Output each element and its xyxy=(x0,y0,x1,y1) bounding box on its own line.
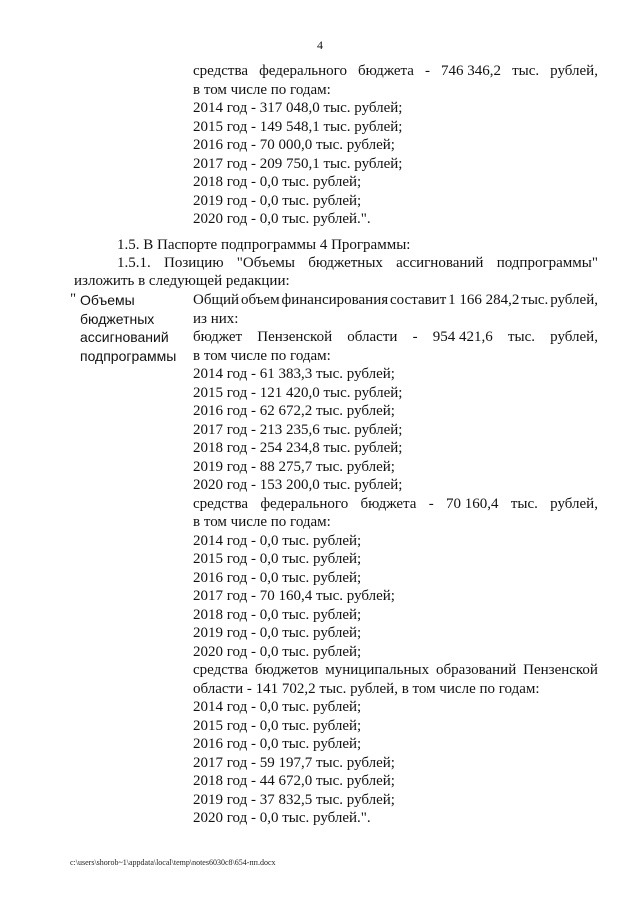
word: средства xyxy=(193,63,249,79)
year-line: 2020 год - 0,0 тыс. рублей.". xyxy=(193,211,371,227)
word: - xyxy=(424,63,430,79)
year-line: 2017 год - 213 235,6 тыс. рублей; xyxy=(193,421,403,438)
year-line: 2019 год - 0,0 тыс. рублей; xyxy=(193,625,362,641)
word: рублей, xyxy=(550,63,598,79)
word: Пензенской xyxy=(257,329,333,345)
opening-quote: " xyxy=(70,291,77,307)
word: федерального xyxy=(259,63,347,79)
year-line: 2014 год - 61 383,3 тыс. рублей; xyxy=(193,366,395,382)
page-number: 4 xyxy=(317,38,323,52)
year-line: 2019 год - 0,0 тыс. рублей; xyxy=(193,192,362,209)
word: бюджетов xyxy=(254,662,319,678)
year-line: 2015 год - 0,0 тыс. рублей; xyxy=(193,551,362,567)
total-cont: из них: xyxy=(193,310,239,327)
word: объем xyxy=(240,292,280,308)
word: 1.5.1. xyxy=(117,255,151,271)
word: тыс. xyxy=(512,63,540,79)
word: 1 166 284,2 xyxy=(448,292,520,308)
word: подпрограммы" xyxy=(496,255,598,271)
year-line: 2019 год - 88 275,7 тыс. рублей; xyxy=(193,458,395,475)
word: бюджетных xyxy=(308,255,383,271)
year-line: 2016 год - 0,0 тыс. рублей; xyxy=(193,569,362,586)
year-line: 2015 год - 0,0 тыс. рублей; xyxy=(193,717,362,734)
year-line: 2016 год - 62 672,2 тыс. рублей; xyxy=(193,403,395,419)
year-line: 2018 год - 44 672,0 тыс. рублей; xyxy=(193,773,395,789)
top-federal-head xyxy=(193,62,598,81)
word: составит xyxy=(390,292,447,308)
word: тыс. xyxy=(507,329,535,345)
word: федерального xyxy=(260,495,349,512)
year-line: 2020 год - 0,0 тыс. рублей.". xyxy=(193,810,371,826)
word: "Объемы xyxy=(236,255,295,271)
word: рублей, xyxy=(550,329,598,345)
word: - xyxy=(412,329,418,345)
label-line: бюджетных xyxy=(80,310,155,327)
word: Позицию xyxy=(163,255,224,271)
total-line xyxy=(193,291,598,310)
by-years-line: в том числе по годам: xyxy=(193,514,331,530)
position-label xyxy=(80,291,190,365)
word: 954 421,6 xyxy=(432,329,493,345)
word: средства xyxy=(193,662,249,678)
year-line: 2020 год - 153 200,0 тыс. рублей; xyxy=(193,477,403,493)
year-line: 2016 год - 70 000,0 тыс. рублей; xyxy=(193,137,395,153)
municipal-line xyxy=(193,661,598,680)
word: бюджета xyxy=(360,495,417,512)
section-1-5-1-cont: изложить в следующей редакции: xyxy=(74,273,290,289)
year-line: 2015 год - 121 420,0 тыс. рублей; xyxy=(193,384,403,401)
word: бюджет xyxy=(193,329,243,345)
word: муниципальных xyxy=(325,662,430,678)
year-line: 2017 год - 209 750,1 тыс. рублей; xyxy=(193,155,403,172)
word: 70 160,4 xyxy=(446,495,499,512)
word: тыс. xyxy=(521,292,549,308)
word: рублей, xyxy=(550,292,598,308)
year-line: 2015 год - 149 548,1 тыс. рублей; xyxy=(193,118,403,135)
word: тыс. xyxy=(510,495,538,512)
word: финансирования xyxy=(281,292,389,308)
municipal-cont: области - 141 702,2 тыс. рублей, в том числе по годам: xyxy=(193,680,540,697)
section-1-5-1 xyxy=(117,254,598,273)
year-line: 2020 год - 0,0 тыс. рублей; xyxy=(193,643,362,660)
year-line: 2018 год - 0,0 тыс. рублей; xyxy=(193,174,362,190)
word: 746 346,2 xyxy=(441,63,502,79)
year-line: 2014 год - 0,0 тыс. рублей; xyxy=(193,532,362,549)
year-line: 2018 год - 254 234,8 тыс. рублей; xyxy=(193,440,403,456)
word: Общий xyxy=(193,292,240,308)
year-line: 2017 год - 70 160,4 тыс. рублей; xyxy=(193,588,395,604)
regional-line xyxy=(193,328,598,347)
word: образований xyxy=(435,662,517,678)
file-path-footer: c:\users\shorob~1\appdata\local\temp\notes6030c8\654-пп.docx xyxy=(70,858,276,867)
word: средства xyxy=(193,495,249,512)
word: бюджета xyxy=(358,63,414,79)
by-years-line: в том числе по годам: xyxy=(193,81,331,98)
label-line: Объемы xyxy=(80,292,135,308)
word: Пензенской xyxy=(523,662,598,678)
section-1-5: 1.5. В Паспорте подпрограммы 4 Программы: xyxy=(117,237,411,253)
year-line: 2014 год - 317 048,0 тыс. рублей; xyxy=(193,100,403,116)
word: рублей, xyxy=(550,495,598,512)
label-line: ассигнований xyxy=(80,329,169,345)
word: ассигнований xyxy=(396,255,484,271)
label-line: подпрограммы xyxy=(80,347,177,364)
year-line: 2014 год - 0,0 тыс. рублей; xyxy=(193,699,362,715)
by-years-line: в том числе по годам: xyxy=(193,347,331,364)
word: области xyxy=(347,329,398,345)
financing-block xyxy=(193,291,598,828)
year-line: 2018 год - 0,0 тыс. рублей; xyxy=(193,606,362,623)
year-line: 2019 год - 37 832,5 тыс. рублей; xyxy=(193,791,395,808)
top-federal-block xyxy=(193,62,598,229)
year-line: 2016 год - 0,0 тыс. рублей; xyxy=(193,736,362,752)
year-line: 2017 год - 59 197,7 тыс. рублей; xyxy=(193,754,395,771)
federal-line xyxy=(193,495,598,514)
word: - xyxy=(428,495,434,512)
